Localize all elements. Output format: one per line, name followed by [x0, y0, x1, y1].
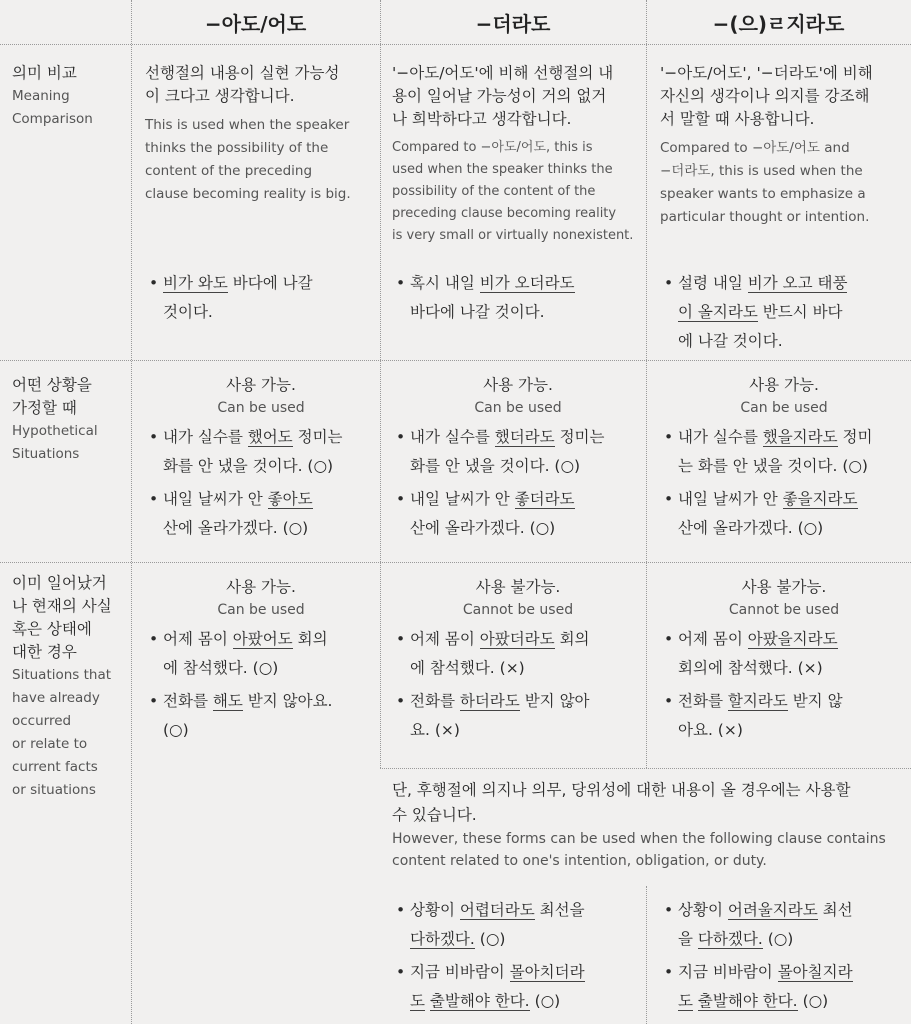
list-item: • 내가 실수를 했을지라도 정미 는 화를 안 냈을 것이다. (○) [664, 428, 873, 475]
row-divider [0, 360, 911, 361]
hypothetical-jirado: 사용 가능. Can be used • 내가 실수를 했을지라도 정미 는 화를 안 냈을 것이다. (○) • 내일 날씨가 안 좋을지라도 산에 올라가겠다. (○) [660, 374, 908, 543]
row-divider [380, 768, 911, 769]
facts-ado: 사용 가능. Can be used • 어제 몸이 아팠어도 회의 에 참석했다. (○) • 전화를 해도 받지 않아요. (○) [145, 576, 377, 745]
list-item: • 설령 내일 비가 오고 태풍 이 올지라도 반드시 바다 에 나갈 것이다. [664, 274, 848, 350]
row-label-facts: 이미 일어났거 나 현재의 사실 혹은 상태에 대한 경우 Situations that have already occurred or relate to current facts or situations [12, 574, 112, 798]
list-item: • 어제 몸이 아팠을지라도 회의에 참석했다. (×) [664, 630, 838, 677]
meaning-ado: 선행절의 내용이 실현 가능성 이 크다고 생각합니다. This is used when the speaker thinks the possibility of the content of the preceding clause becoming reality is big. [145, 64, 351, 202]
column-divider [646, 0, 647, 768]
list-item: • 상황이 어렵더라도 최선을 다하겠다. (○) [396, 901, 585, 948]
facts-deorado: 사용 불가능. Cannot be used • 어제 몸이 아팠더라도 회의 에 참석했다. (×) • 전화를 하더라도 받지 않아 요. (×) [392, 576, 644, 745]
list-item: • 혹시 내일 비가 오더라도 바다에 나갈 것이다. [396, 274, 575, 321]
list-item: • 상황이 어려울지라도 최선 을 다하겠다. (○) [664, 901, 853, 948]
status-badge: 사용 불가능. [475, 578, 561, 596]
list-item: • 내가 실수를 했어도 정미는 화를 안 냈을 것이다. (○) [149, 428, 343, 475]
row-label-hypothetical: 어떤 상황을 가정할 때 Hypothetical Situations [12, 376, 98, 462]
hypothetical-ado: 사용 가능. Can be used • 내가 실수를 했어도 정미는 화를 안 냈을 것이다. (○) • 내일 날씨가 안 좋아도 산에 올라가겠다. (○) [145, 374, 377, 543]
list-item: • 지금 비바람이 몰아칠지라 도 출발해야 한다. (○) [664, 963, 853, 1010]
list-item: • 전화를 해도 받지 않아요. (○) [149, 692, 333, 739]
row-divider [0, 562, 911, 563]
status-badge: 사용 가능. [483, 376, 553, 394]
status-badge: 사용 가능. [749, 376, 819, 394]
header-deorado: −더라도 [475, 11, 551, 36]
header-eul-jirado: −(으)ㄹ지라도 [712, 11, 845, 36]
status-badge: 사용 가능. [226, 376, 296, 394]
header-ado-eodo: −아도/어도 [204, 11, 307, 36]
list-item: • 전화를 하더라도 받지 않아 요. (×) [396, 692, 590, 739]
example-jirado [660, 269, 908, 356]
meaning-deorado: '−아도/어도'에 비해 선행절의 내 용이 일어날 가능성이 거의 없거 나 희박하다고 생각합니다. Compared to −아도/어도, this is used when the speaker thinks the possibility of the content of the preceding clause becoming reality is very small or virtually nonexistent. [392, 64, 634, 243]
exception-jirado [660, 896, 908, 1016]
list-item: • 내일 날씨가 안 좋더라도 산에 올라가겠다. (○) [396, 490, 575, 537]
list-item: • 비가 와도 바다에 나갈 것이다. [149, 274, 313, 321]
column-divider [646, 886, 647, 1024]
list-item: • 지금 비바람이 몰아치더라 도 출발해야 한다. (○) [396, 963, 585, 1010]
row-divider [0, 44, 911, 45]
status-badge: 사용 가능. [226, 578, 296, 596]
status-badge: 사용 불가능. [741, 578, 827, 596]
hypothetical-deorado: 사용 가능. Can be used • 내가 실수를 했더라도 정미는 화를 안 냈을 것이다. (○) • 내일 날씨가 안 좋더라도 산에 올라가겠다. (○) [392, 374, 644, 543]
column-divider [131, 0, 132, 1024]
meaning-jirado: '−아도/어도', '−더라도'에 비해 자신의 생각이나 의지를 강조해 서 말할 때 사용합니다. Compared to −아도/어도 and −더라도, this is used when the speaker wants to emphasize a particular thought or intention. [660, 64, 873, 225]
example-ado [145, 269, 377, 327]
list-item: • 전화를 할지라도 받지 않 아요. (×) [664, 692, 843, 739]
list-item: • 어제 몸이 아팠더라도 회의 에 참석했다. (×) [396, 630, 590, 677]
exception-deorado [392, 896, 644, 1016]
list-item: • 내일 날씨가 안 좋아도 산에 올라가겠다. (○) [149, 490, 313, 537]
exception-note: 단, 후행절에 의지나 의무, 당위성에 대한 내용이 올 경우에는 사용할 수 있습니다. However, these forms can be used when the following clause contains content related to one's intention, obligation, or duty. [392, 781, 886, 869]
list-item: • 내일 날씨가 안 좋을지라도 산에 올라가겠다. (○) [664, 490, 858, 537]
facts-jirado: 사용 불가능. Cannot be used • 어제 몸이 아팠을지라도 회의에 참석했다. (×) • 전화를 할지라도 받지 않 아요. (×) [660, 576, 908, 745]
column-divider [380, 0, 381, 768]
example-deorado [392, 269, 644, 327]
list-item: • 내가 실수를 했더라도 정미는 화를 안 냈을 것이다. (○) [396, 428, 605, 475]
list-item: • 어제 몸이 아팠어도 회의 에 참석했다. (○) [149, 630, 328, 677]
row-label-meaning: 의미 비교 Meaning Comparison [12, 64, 93, 127]
